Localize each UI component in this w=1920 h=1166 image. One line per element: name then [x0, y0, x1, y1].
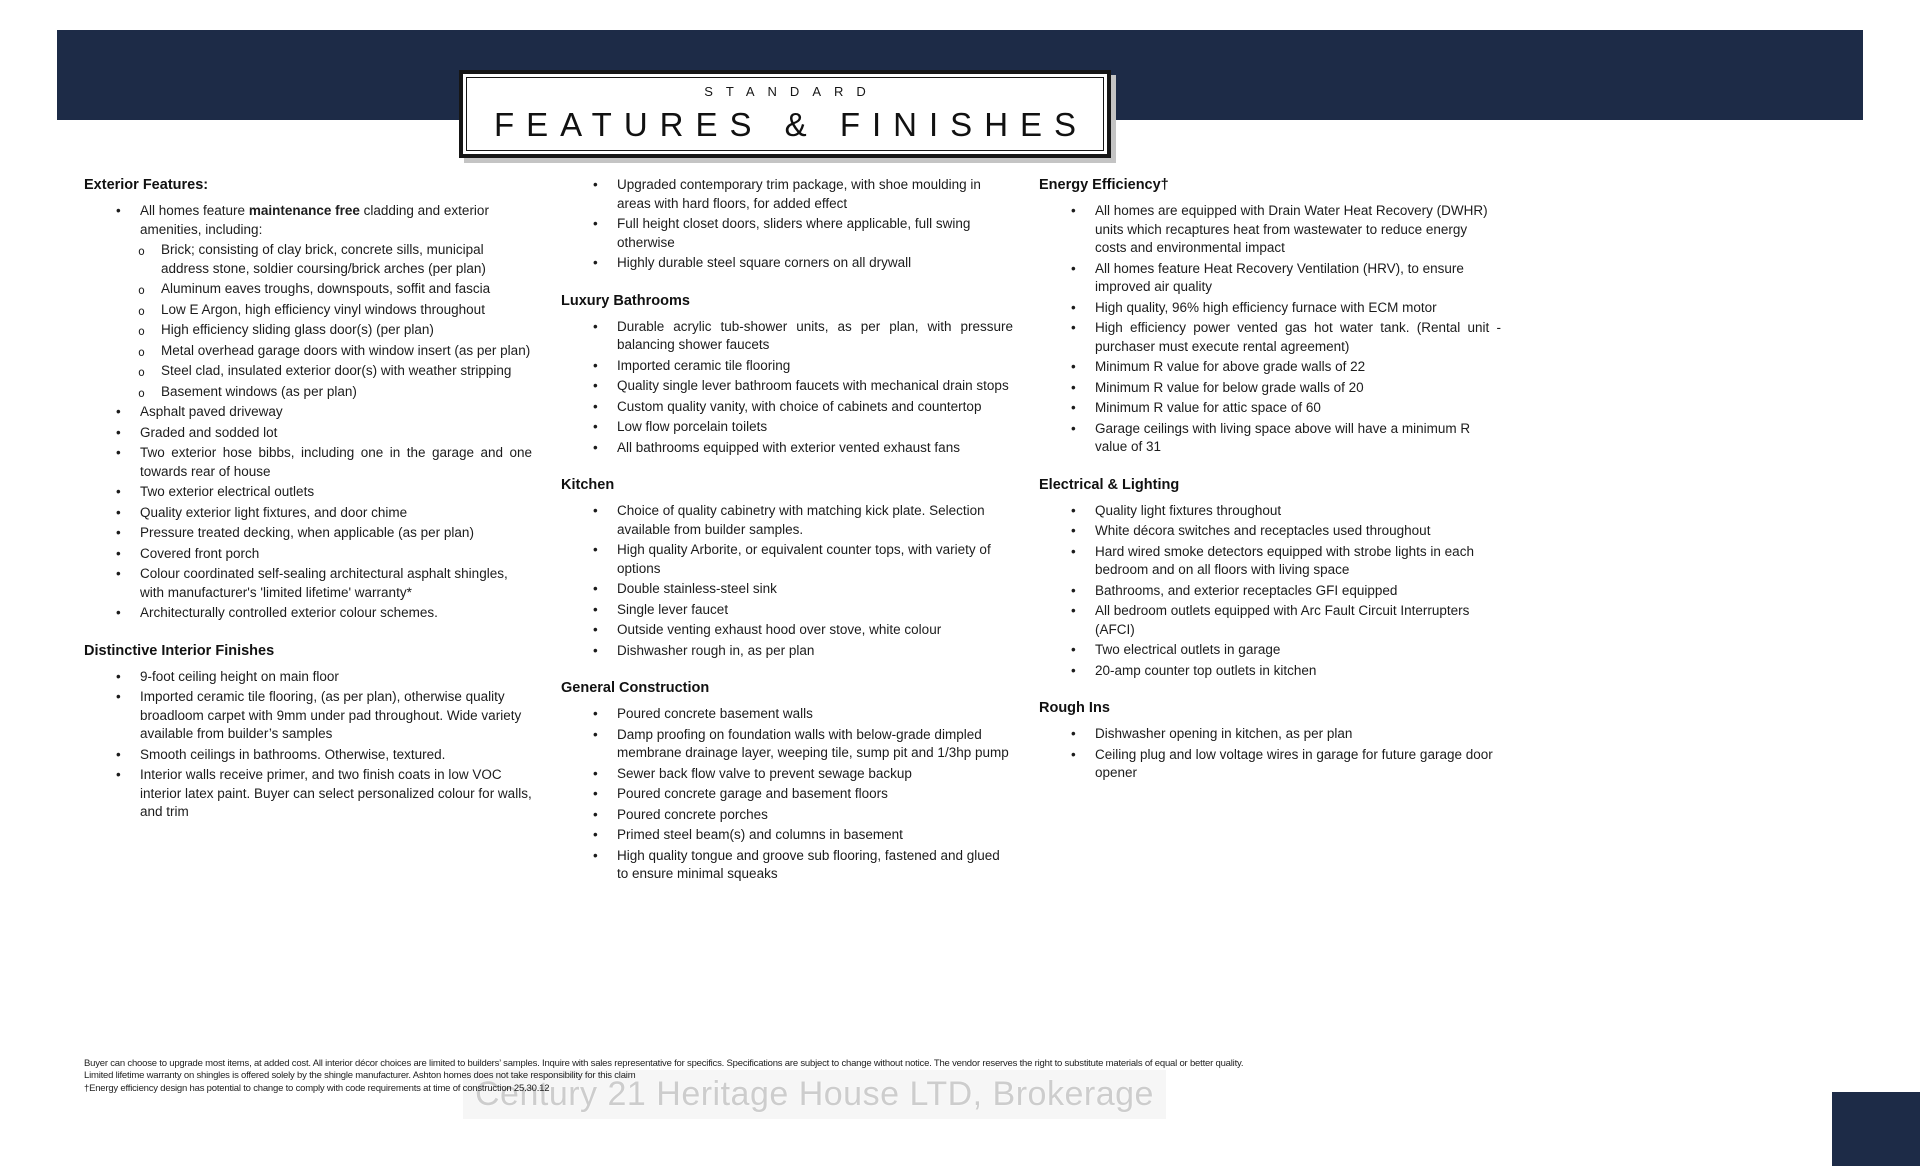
list-item: • Pressure treated decking, when applicable (as per plan) — [84, 524, 532, 543]
list-item: o Brick; consisting of clay brick, concrete sills, municipal address stone, soldier coursing/brick arches (per plan) — [84, 241, 532, 278]
section — [1039, 476, 1501, 681]
footnote-line: Limited lifetime warranty on shingles is offered solely by the shingle manufacturer. Ashton homes does not take responsibility for this claim — [84, 1070, 636, 1082]
list-item: • Architecturally controlled exterior colour schemes. — [84, 604, 532, 623]
list-item: • Two exterior hose bibbs, including one in the garage and one towards rear of house — [84, 444, 532, 481]
list-item: • Highly durable steel square corners on all drywall — [561, 254, 1013, 273]
list-item: • All homes feature maintenance free cladding and exterior amenities, including: — [84, 202, 532, 239]
list-item: • High quality tongue and groove sub flooring, fastened and glued to ensure minimal squeaks — [561, 847, 1013, 884]
footnote-line: †Energy efficiency design has potential to change to comply with code requirements at time of construction 25.30.12 — [84, 1082, 550, 1094]
section — [84, 176, 532, 623]
column — [1039, 176, 1501, 802]
corner-accent — [1832, 1092, 1920, 1166]
list-item: o Basement windows (as per plan) — [84, 383, 532, 402]
list-item: o High efficiency sliding glass door(s) (per plan) — [84, 321, 532, 340]
list-item: • Minimum R value for below grade walls of 20 — [1039, 379, 1501, 398]
list-item: • Asphalt paved driveway — [84, 403, 532, 422]
bullet-list — [1039, 202, 1501, 457]
list-item: • Minimum R value for attic space of 60 — [1039, 399, 1501, 418]
list-item: • All homes feature Heat Recovery Ventilation (HRV), to ensure improved air quality — [1039, 260, 1501, 297]
bullet-list — [1039, 725, 1501, 783]
section-heading: Distinctive Interior Finishes — [84, 642, 275, 659]
bullet-list — [561, 502, 1013, 660]
list-item: • All bedroom outlets equipped with Arc Fault Circuit Interrupters (AFCI) — [1039, 602, 1501, 639]
list-item: o Aluminum eaves troughs, downspouts, soffit and fascia — [84, 280, 532, 299]
section — [1039, 176, 1501, 457]
bullet-list — [561, 705, 1013, 884]
list-item: • Colour coordinated self-sealing architectural asphalt shingles, with manufacturer's 'limited lifetime' warranty* — [84, 565, 532, 602]
list-item: • Poured concrete basement walls — [561, 705, 1013, 724]
list-item: • Low flow porcelain toilets — [561, 418, 1013, 437]
list-item: o Metal overhead garage doors with window insert (as per plan) — [84, 342, 532, 361]
list-item: • All homes are equipped with Drain Water Heat Recovery (DWHR) units which recaptures heat from wastewater to reduce energy costs and environmental impact — [1039, 202, 1501, 258]
list-item: o Steel clad, insulated exterior door(s) with weather stripping — [84, 362, 532, 381]
list-item: • Two exterior electrical outlets — [84, 483, 532, 502]
list-item: • Bathrooms, and exterior receptacles GFI equipped — [1039, 582, 1501, 601]
bullet-list — [561, 318, 1013, 458]
title-box — [459, 70, 1111, 158]
column — [84, 176, 532, 841]
list-item: • 9-foot ceiling height on main floor — [84, 668, 532, 687]
section — [561, 476, 1013, 660]
section — [561, 176, 1013, 273]
bullet-list — [561, 176, 1013, 273]
section-heading: Exterior Features: — [84, 177, 209, 193]
list-item: • High efficiency power vented gas hot water tank. (Rental unit - purchaser must execute rental agreement) — [1039, 319, 1501, 356]
list-item: • Minimum R value for above grade walls of 22 — [1039, 358, 1501, 377]
list-item: • Smooth ceilings in bathrooms. Otherwise, textured. — [84, 746, 532, 765]
section-heading: General Construction — [561, 680, 710, 696]
list-item: • Poured concrete porches — [561, 806, 1013, 825]
list-item: o Low E Argon, high efficiency vinyl windows throughout — [84, 301, 532, 320]
section-heading: Energy Efficiency† — [1039, 177, 1169, 193]
list-item: • High quality, 96% high efficiency furnace with ECM motor — [1039, 299, 1501, 318]
list-item: • Two electrical outlets in garage — [1039, 641, 1501, 660]
list-item: • Interior walls receive primer, and two finish coats in low VOC interior latex paint. Buyer can select personalized colour for walls, and trim — [84, 766, 532, 822]
list-item: • Hard wired smoke detectors equipped with strobe lights in each bedroom and on all floors with living space — [1039, 543, 1501, 580]
list-item: • Garage ceilings with living space above will have a minimum R value of 31 — [1039, 420, 1501, 457]
section-heading: Electrical & Lighting — [1039, 476, 1180, 493]
list-item: • Poured concrete garage and basement floors — [561, 785, 1013, 804]
list-item: • White décora switches and receptacles used throughout — [1039, 522, 1501, 541]
list-item: • Full height closet doors, sliders where applicable, full swing otherwise — [561, 215, 1013, 252]
page-title: FEATURES & FINISHES — [493, 106, 1089, 143]
list-item: • Quality light fixtures throughout — [1039, 502, 1501, 521]
section — [84, 642, 532, 822]
list-item: • Outside venting exhaust hood over stove, white colour — [561, 621, 1013, 640]
title-box-frame — [466, 77, 1104, 151]
column — [561, 176, 1013, 903]
list-item: • Graded and sodded lot — [84, 424, 532, 443]
list-item: • Imported ceramic tile flooring, (as per plan), otherwise quality broadloom carpet with 9mm under pad throughout. Wide variety available from builder’s samples — [84, 688, 532, 744]
list-item: • Upgraded contemporary trim package, with shoe moulding in areas with hard floors, for added effect — [561, 176, 1013, 213]
list-item: • High quality Arborite, or equivalent counter tops, with variety of options — [561, 541, 1013, 578]
list-item: • Custom quality vanity, with choice of cabinets and countertop — [561, 398, 1013, 417]
title-eyebrow: STANDARD — [704, 84, 879, 99]
bullet-list — [84, 202, 532, 623]
list-item: • All bathrooms equipped with exterior vented exhaust fans — [561, 439, 1013, 458]
list-item: • Durable acrylic tub-shower units, as per plan, with pressure balancing shower faucets — [561, 318, 1013, 355]
section — [561, 292, 1013, 458]
section — [561, 679, 1013, 884]
list-item: • Double stainless-steel sink — [561, 580, 1013, 599]
list-item: • Ceiling plug and low voltage wires in garage for future garage door opener — [1039, 746, 1501, 783]
list-item: • Primed steel beam(s) and columns in basement — [561, 826, 1013, 845]
section-heading: Kitchen — [561, 477, 615, 493]
bullet-list — [1039, 502, 1501, 681]
section — [1039, 699, 1501, 783]
list-item: • Sewer back flow valve to prevent sewage backup — [561, 765, 1013, 784]
list-item: • Covered front porch — [84, 545, 532, 564]
footnote-line: Buyer can choose to upgrade most items, at added cost. All interior décor choices are limited to builders’ samples. Inquire with sales representative for specifics. Specifications are subject to change without notice. The vendor reserves the right to substitute materials of equal or better quality. — [84, 1058, 1244, 1069]
list-item: • Imported ceramic tile flooring — [561, 357, 1013, 376]
list-item: • Quality single lever bathroom faucets with mechanical drain stops — [561, 377, 1013, 396]
list-item: • Dishwasher rough in, as per plan — [561, 642, 1013, 661]
list-item: • Choice of quality cabinetry with matching kick plate. Selection available from builder samples. — [561, 502, 1013, 539]
list-item: • Damp proofing on foundation walls with below-grade dimpled membrane drainage layer, weeping tile, sump pit and 1/3hp pump — [561, 726, 1013, 763]
bullet-list — [84, 668, 532, 822]
list-item: • Single lever faucet — [561, 601, 1013, 620]
section-heading: Rough Ins — [1039, 700, 1110, 716]
list-item: • Dishwasher opening in kitchen, as per plan — [1039, 725, 1501, 744]
list-item: • Quality exterior light fixtures, and door chime — [84, 504, 532, 523]
section-heading: Luxury Bathrooms — [561, 292, 690, 309]
brokerage-watermark: Century 21 Heritage House LTD, Brokerage — [463, 1070, 1166, 1119]
footnotes — [84, 1058, 1243, 1095]
list-item: • 20-amp counter top outlets in kitchen — [1039, 662, 1501, 681]
